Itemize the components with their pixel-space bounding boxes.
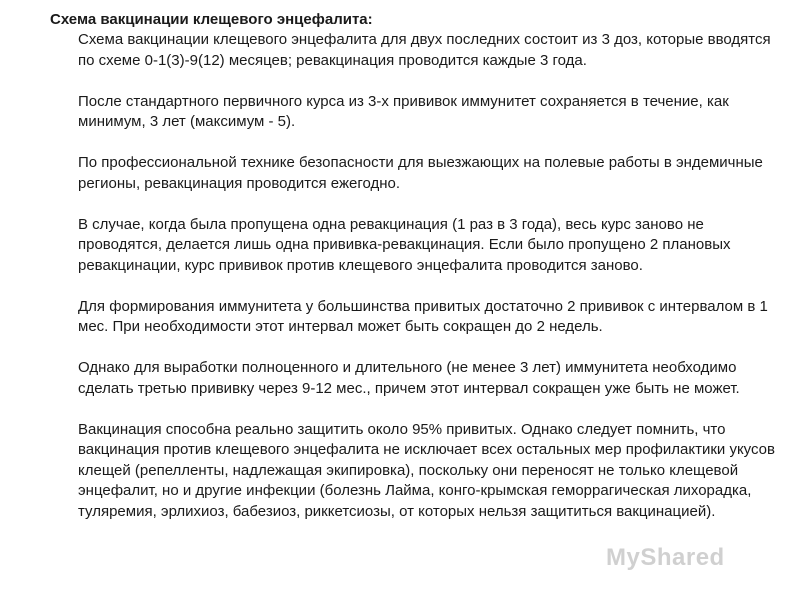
paragraph-third-dose: Однако для выработки полноценного и длительного (не менее 3 лет) иммунитета необходимо сделать третью прививку через 9-12 мес., причем этот интервал сокращен уже быть не может. — [78, 359, 740, 397]
paragraph-immunity-duration: После стандартного первичного курса из 3-х прививок иммунитет сохраняется в течение, как минимум, 3 лет (максимум - 5). — [78, 92, 729, 130]
paragraph-missed-revaccination: В случае, когда была пропущена одна ревакцинация (1 раз в 3 года), весь курс заново не проводятся, делается лишь одна прививка-ревакцинация. Если было пропущено 2 плановых ревакцинации, курс прививок против клещевого энцефалита проводится заново. — [78, 215, 731, 274]
paragraph-field-workers: По профессиональной технике безопасности для выезжающих на полевые работы в эндемичные регионы, ревакцинация проводится ежегодно. — [78, 154, 763, 192]
watermark-text: MyShared — [606, 544, 725, 571]
paragraph-immunity-formation: Для формирования иммунитета у большинства привитых достаточно 2 прививок с интервалом в 1 мес. При необходимости этот интервал может быть сокращен до 2 недель. — [78, 297, 768, 335]
watermark-logo — [606, 544, 725, 572]
document-body — [78, 30, 778, 522]
document-title: Схема вакцинации клещевого энцефалита: — [50, 11, 373, 28]
paragraph-effectiveness: Вакцинация способна реально защитить около 95% привитых. Однако следует помнить, что вакцинация против клещевого энцефалита не исключает всех остальных мер профилактики укусов клещей (репелленты, надлежащая экипировка), поскольку они переносят не только клещевой энцефалит, но и другие инфекции (болезнь Лайма, конго-крымская геморрагическая лихорадка, туляремия, эрлихиоз, бабезиоз, риккетсиозы, от которых нельзя защититься вакцинацией). — [78, 420, 775, 520]
paragraph-schedule: Схема вакцинации клещевого энцефалита для двух последних состоит из 3 доз, которые вводятся по схеме 0-1(3)-9(12) месяцев; ревакцинация проводится каждые 3 года. — [78, 31, 771, 69]
